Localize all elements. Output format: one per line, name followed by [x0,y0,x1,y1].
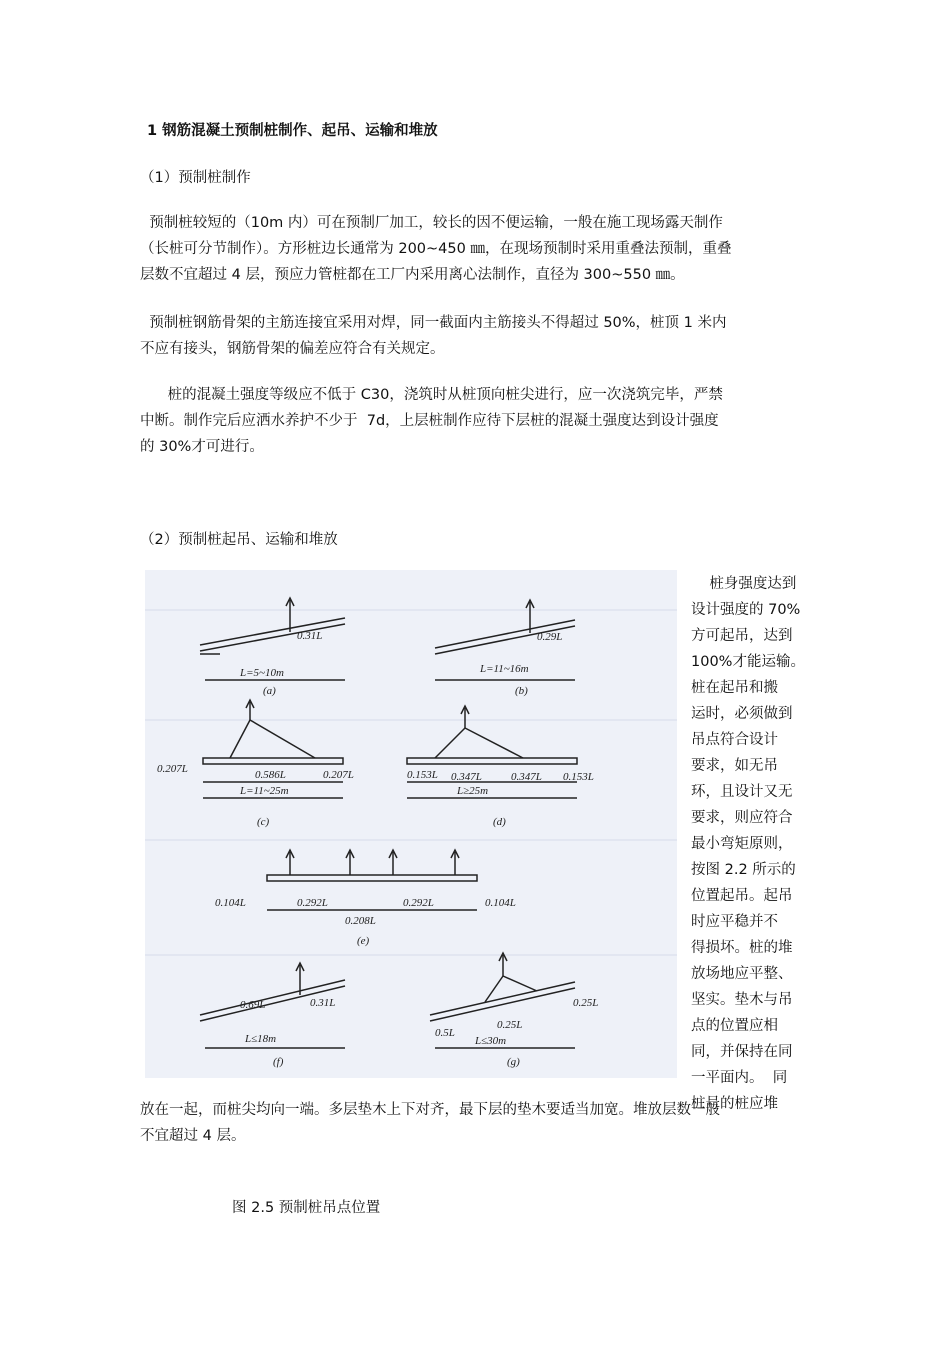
text-line: （长桩可分节制作）。方形桩边长通常为 200~450 ㎜，在现场预制时采用重叠法预制，重叠 [140,241,732,257]
dim-e-1: 0.104L [215,897,246,909]
label-g: (g) [507,1056,520,1068]
dim-c-1: 0.207L [157,763,188,775]
dim-d-len: L≥25m [457,785,489,797]
dim-g-1: 0.5L [435,1027,455,1039]
text-line: 放在一起，而桩尖均向一端。多层垫木上下对齐，最下层的垫木要适当加宽。堆放层数一般 [140,1102,720,1118]
label-e: (e) [357,935,370,947]
dim-c-3: 0.207L [323,769,354,781]
dim-e-2: 0.292L [297,897,328,909]
text-line: 点的位置应相 [691,1018,778,1034]
text-line: 桩在起吊和搬 [691,680,778,696]
text-line: 最小弯矩原则， [691,836,793,852]
diagram-c [203,700,343,798]
text-line: 预制桩较短的（10m 内）可在预制厂加工，较长的因不便运输，一般在施工现场露天制作 [140,215,723,231]
dim-e-3: 0.292L [403,897,434,909]
text-line: 时应平稳并不 [691,914,778,930]
dim-d-2: 0.347L [451,771,482,783]
subsection-title-2: （2）预制桩起吊、运输和堆放 [140,532,338,548]
dim-c-2: 0.586L [255,769,286,781]
text-line: 坚实。垫木与吊 [691,992,793,1008]
figure-caption: 图 2.5 预制桩吊点位置 [232,1200,381,1216]
text-line: 桩身强度达到 [691,576,797,592]
text-line: 要求，如无吊 [691,758,778,774]
label-b: (b) [515,685,528,697]
dim-d-3: 0.347L [511,771,542,783]
dim-e-4: 0.104L [485,897,516,909]
text-line: 预制桩钢筋骨架的主筋连接宜采用对焊，同一截面内主筋接头不得超过 50%，桩顶 1 米内 [140,315,727,331]
text-line: 桩号的桩应堆 [691,1096,778,1112]
text-line: 环，且设计又无 [691,784,793,800]
dim-d-1: 0.153L [407,769,438,781]
label-d: (d) [493,816,506,828]
dim-a-1: 0.31L [297,630,323,642]
text-line: 100%才能运输。 [691,654,805,670]
dim-e-5: 0.208L [345,915,376,927]
text-line: 设计强度的 70% [691,602,801,618]
dim-c-len: L=11~25m [240,785,289,797]
dim-d-4: 0.153L [563,771,594,783]
dim-f-len: L≤18m [245,1033,277,1045]
text-line: 中断。制作完后应洒水养护不少于 7d，上层桩制作应待下层桩的混凝土强度达到设计强度 [140,413,719,429]
text-line: 层数不宜超过 4 层，预应力管桩都在工厂内采用离心法制作，直径为 300~550 ㎜。 [140,267,685,283]
subsection-title-1: （1）预制桩制作 [140,170,251,186]
text-line: 方可起吊，达到 [691,628,793,644]
text-line: 不应有接头，钢筋骨架的偏差应符合有关规定。 [140,341,445,357]
label-f: (f) [273,1056,284,1068]
label-c: (c) [257,816,270,828]
text-line: 的 30%才可进行。 [140,439,264,455]
text-line: 要求，则应符合 [691,810,793,826]
text-line: 得损坏。桩的堆 [691,940,793,956]
dim-g-len: L≤30m [475,1035,507,1047]
text-line: 吊点符合设计 [691,732,778,748]
section-title: 1 钢筋混凝土预制桩制作、起吊、运输和堆放 [147,123,438,139]
dim-f-1: 0.69L [240,999,266,1011]
text-line: 放场地应平整、 [691,966,793,982]
dim-b-len: L=11~16m [480,663,529,675]
text-line: 按图 2.2 所示的 [691,862,796,878]
text-line: 不宜超过 4 层。 [140,1128,246,1144]
text-line: 位置起吊。起吊 [691,888,793,904]
dim-b-1: 0.29L [537,631,563,643]
text-line: 桩的混凝土强度等级应不低于 C30，浇筑时从桩顶向桩尖进行，应一次浇筑完毕，严禁 [140,387,723,403]
dim-a-len: L=5~10m [240,667,284,679]
text-line: 一平面内。 同 [691,1070,788,1086]
text-line: 运时，必须做到 [691,706,793,722]
dim-g-2: 0.25L [497,1019,523,1031]
dim-g-3: 0.25L [573,997,599,1009]
label-a: (a) [263,685,276,697]
lifting-points-figure [145,570,677,1078]
dim-f-2: 0.31L [310,997,336,1009]
text-line: 同，并保持在同 [691,1044,793,1060]
